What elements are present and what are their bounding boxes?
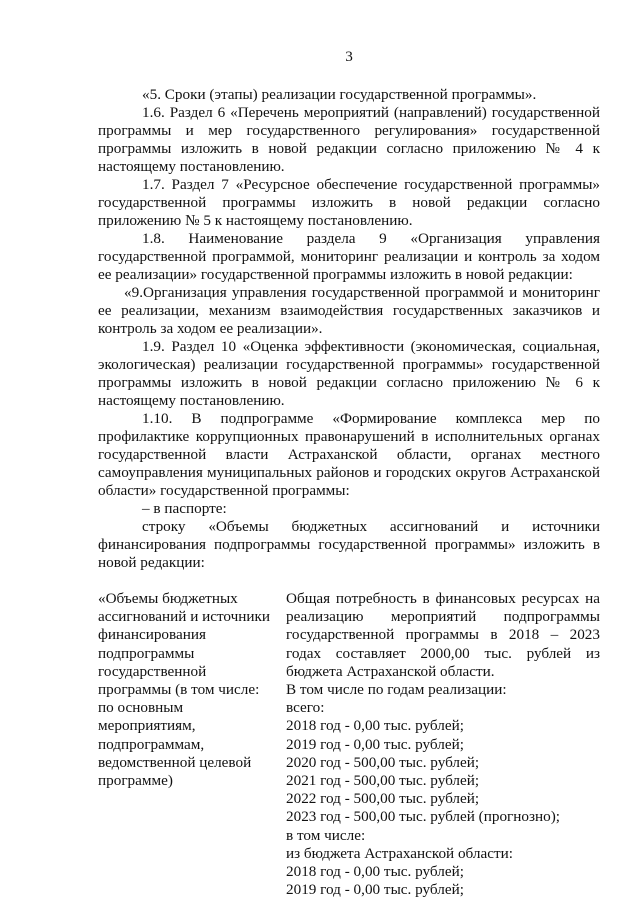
funding-line: В том числе по годам реализации:: [286, 681, 507, 699]
funding-table-left-cell: «Объемы бюджетных ассигнований и источники финансирования подпрограммы государственной программы (в том числе: по основным мероприятиям, подпрограммам, ведомственной целевой программе): [98, 590, 271, 790]
funding-line: в том числе:: [286, 826, 366, 844]
paragraph-1-10: 1.10. В подпрограмме «Формирование комплекса мер по профилактике коррупционных правонарушений в исполнительных органах государственной власти Астраханской области, органах местного самоуправления муниципальных районов и городских округов Астраханской области» государственной программы:: [98, 410, 600, 499]
paragraph-1-8: 1.8. Наименование раздела 9 «Организация управления государственной программой, мониторинг реализации и контроль за ходом ее реализации» государственной программы изложить в новой редакции:: [98, 230, 600, 283]
funding-line: 2023 год - 500,00 тыс. рублей (прогнозно);: [286, 808, 560, 826]
funding-line: всего:: [286, 699, 325, 717]
funding-line: 2022 год - 500,00 тыс. рублей;: [286, 790, 480, 808]
funding-line: 2019 год - 0,00 тыс. рублей;: [286, 735, 464, 753]
funding-table-right-cell: [278, 590, 600, 899]
paragraph-section-5-title: «5. Сроки (этапы) реализации государственной программы».: [142, 86, 537, 103]
paragraph-section-9-title: «9.Организация управления государственной программой и мониторинг ее реализации, механизм взаимодействия государственных заказчиков и контроль за ходом ее реализации».: [98, 284, 600, 337]
page-number: 3: [345, 48, 353, 65]
funding-line: 2018 год - 0,00 тыс. рублей;: [286, 863, 464, 881]
funding-intro: Общая потребность в финансовых ресурсах на реализацию мероприятий подпрограммы государственной программы в 2018 – 2023 годах составляет 2000,00 тыс. рублей из бюджета Астраханской области.: [286, 590, 600, 680]
funding-table: [98, 590, 600, 899]
paragraph-row-instruction: строку «Объемы бюджетных ассигнований и источники финансирования подпрограммы государственной программы» изложить в новой редакции:: [98, 518, 600, 571]
funding-line: из бюджета Астраханской области:: [286, 844, 513, 862]
funding-line: 2018 год - 0,00 тыс. рублей;: [286, 717, 464, 735]
funding-line: 2020 год - 500,00 тыс. рублей;: [286, 753, 480, 771]
paragraph-passport: – в паспорте:: [142, 500, 227, 517]
paragraph-1-6: 1.6. Раздел 6 «Перечень мероприятий (направлений) государственной программы и мер государственного регулирования» государственной программы изложить в новой редакции согласно приложению № 4 к настоящему постановлению.: [98, 104, 600, 175]
paragraph-1-7: 1.7. Раздел 7 «Ресурсное обеспечение государственной программы» государственной программы изложить в новой редакции согласно приложению № 5 к настоящему постановлению.: [98, 176, 600, 229]
funding-line: 2019 год - 0,00 тыс. рублей;: [286, 881, 464, 899]
paragraph-1-9: 1.9. Раздел 10 «Оценка эффективности (экономическая, социальная, экологическая) реализации государственной программы» государственной программы изложить в новой редакции согласно приложению № 6 к настоящему постановлению.: [98, 338, 600, 409]
funding-line: 2021 год - 500,00 тыс. рублей;: [286, 772, 480, 790]
